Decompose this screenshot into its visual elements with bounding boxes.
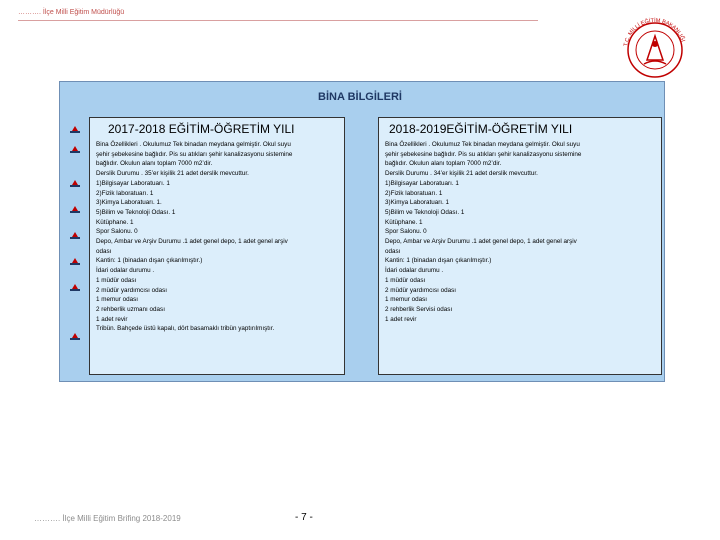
detail-line: 3)Kimya Laboratuarı. 1. [96,199,162,207]
detail-line: Kantin: 1 (binadan dışarı çıkarılmıştır.) [96,257,203,265]
header-divider [18,20,538,21]
left-heading: 2017-2018 EĞİTİM-ÖĞRETİM YILI [108,122,295,136]
detail-line: Tribün. Bahçede üstü kapalı, dört basamaklı tribün yaptırılmıştır. [96,325,275,333]
detail-line: Spor Salonu. 0 [385,228,427,236]
detail-line: Kantin: 1 (binadan dışarı çıkarılmıştır.) [385,257,492,265]
detail-line: 1 adet revir [96,315,128,323]
right-details [385,140,657,324]
detail-line: 2 müdür yardımcısı odası [96,286,168,294]
ministry-logo [617,14,693,80]
header-text: ………. İlçe Milli Eğitim Müdürlüğü [18,9,125,16]
detail-line: Spor Salonu. 0 [96,228,138,236]
detail-line: İdari odalar durumu . [385,267,444,275]
detail-line: 2 rehberlik uzmanı odası [96,305,165,313]
detail-line: Depo, Ambar ve Arşiv Durumu .1 adet genel depo, 1 adet genel arşiv [385,238,577,246]
detail-line: 5)Bilim ve Teknoloji Odası. 1 [96,208,176,216]
detail-line: odası [96,247,112,255]
bullet-icon [70,284,80,292]
detail-line: şehir şebekesine bağlıdır. Pis su atıkları şehir kanalizasyonu sistemine [96,150,293,158]
page-title: BİNA BİLGİLERİ [318,91,402,103]
right-column [378,117,662,375]
bullet-icon [70,180,80,188]
detail-line: Derslik Durumu . 34’er kişilik 21 adet derslik mevcuttur. [385,170,538,178]
detail-line: 1)Bilgisayar Laboratuarı. 1 [385,179,459,187]
detail-line: şehir şebekesine bağlıdır. Pis su atıkları şehir kanalizasyonu sistemine [385,150,582,158]
detail-line: 2)Fizik laboratuarı. 1 [385,189,443,197]
detail-line: Bina Özellikleri . Okulumuz Tek binadan meydana gelmiştir. Okul suyu [96,141,291,148]
footer-text: ………. İlçe Milli Eğitim Brifing 2018-2019 [34,514,181,523]
right-heading: 2018-2019EĞİTİM-ÖĞRETİM YILI [389,122,573,136]
detail-line: bağlıdır. Okulun alanı toplam 7000 m2’dir. [385,160,502,168]
detail-line: Derslik Durumu . 35’er kişilik 21 adet derslik mevcuttur. [96,170,249,178]
logo-text: T.C. MİLLİ EĞİTİM BAKANLIĞI [623,17,686,47]
detail-line: 1 müdür odası [96,276,137,284]
bullet-icon [70,232,80,240]
bullet-icon [70,146,80,154]
detail-line: 1 memur odası [96,296,138,304]
detail-line: 3)Kimya Laboratuarı. 1 [385,199,450,207]
bullet-icon [70,258,80,266]
bullet-icon [70,206,80,214]
detail-line: odası [385,247,401,255]
detail-line: Kütüphane. 1 [385,218,423,226]
left-column [89,117,345,375]
detail-line: 1)Bilgisayar Laboratuarı. 1 [96,179,170,187]
detail-line: 1 memur odası [385,296,427,304]
bullet-icon [70,126,80,134]
detail-line: 2 rehberlik Servisi odası [385,305,453,313]
bullet-icon [70,333,80,341]
detail-line: 2 müdür yardımcısı odası [385,286,457,294]
detail-line: 1 müdür odası [385,276,426,284]
detail-line: Bina Özellikleri . Okulumuz Tek binadan meydana gelmiştir. Okul suyu [385,141,580,148]
detail-line: 1 adet revir [385,315,417,323]
detail-line: Depo, Ambar ve Arşiv Durumu .1 adet genel depo, 1 adet genel arşiv [96,238,288,246]
detail-line: İdari odalar durumu . [96,267,155,275]
detail-line: bağlıdır. Okulun alanı toplam 7000 m2’dir. [96,160,213,168]
page-number: - 7 - [295,512,313,523]
left-details [96,140,340,334]
detail-line: Kütüphane. 1 [96,218,134,226]
detail-line: 2)Fizik laboratuarı. 1 [96,189,154,197]
detail-line: 5)Bilim ve Teknoloji Odası. 1 [385,208,465,216]
